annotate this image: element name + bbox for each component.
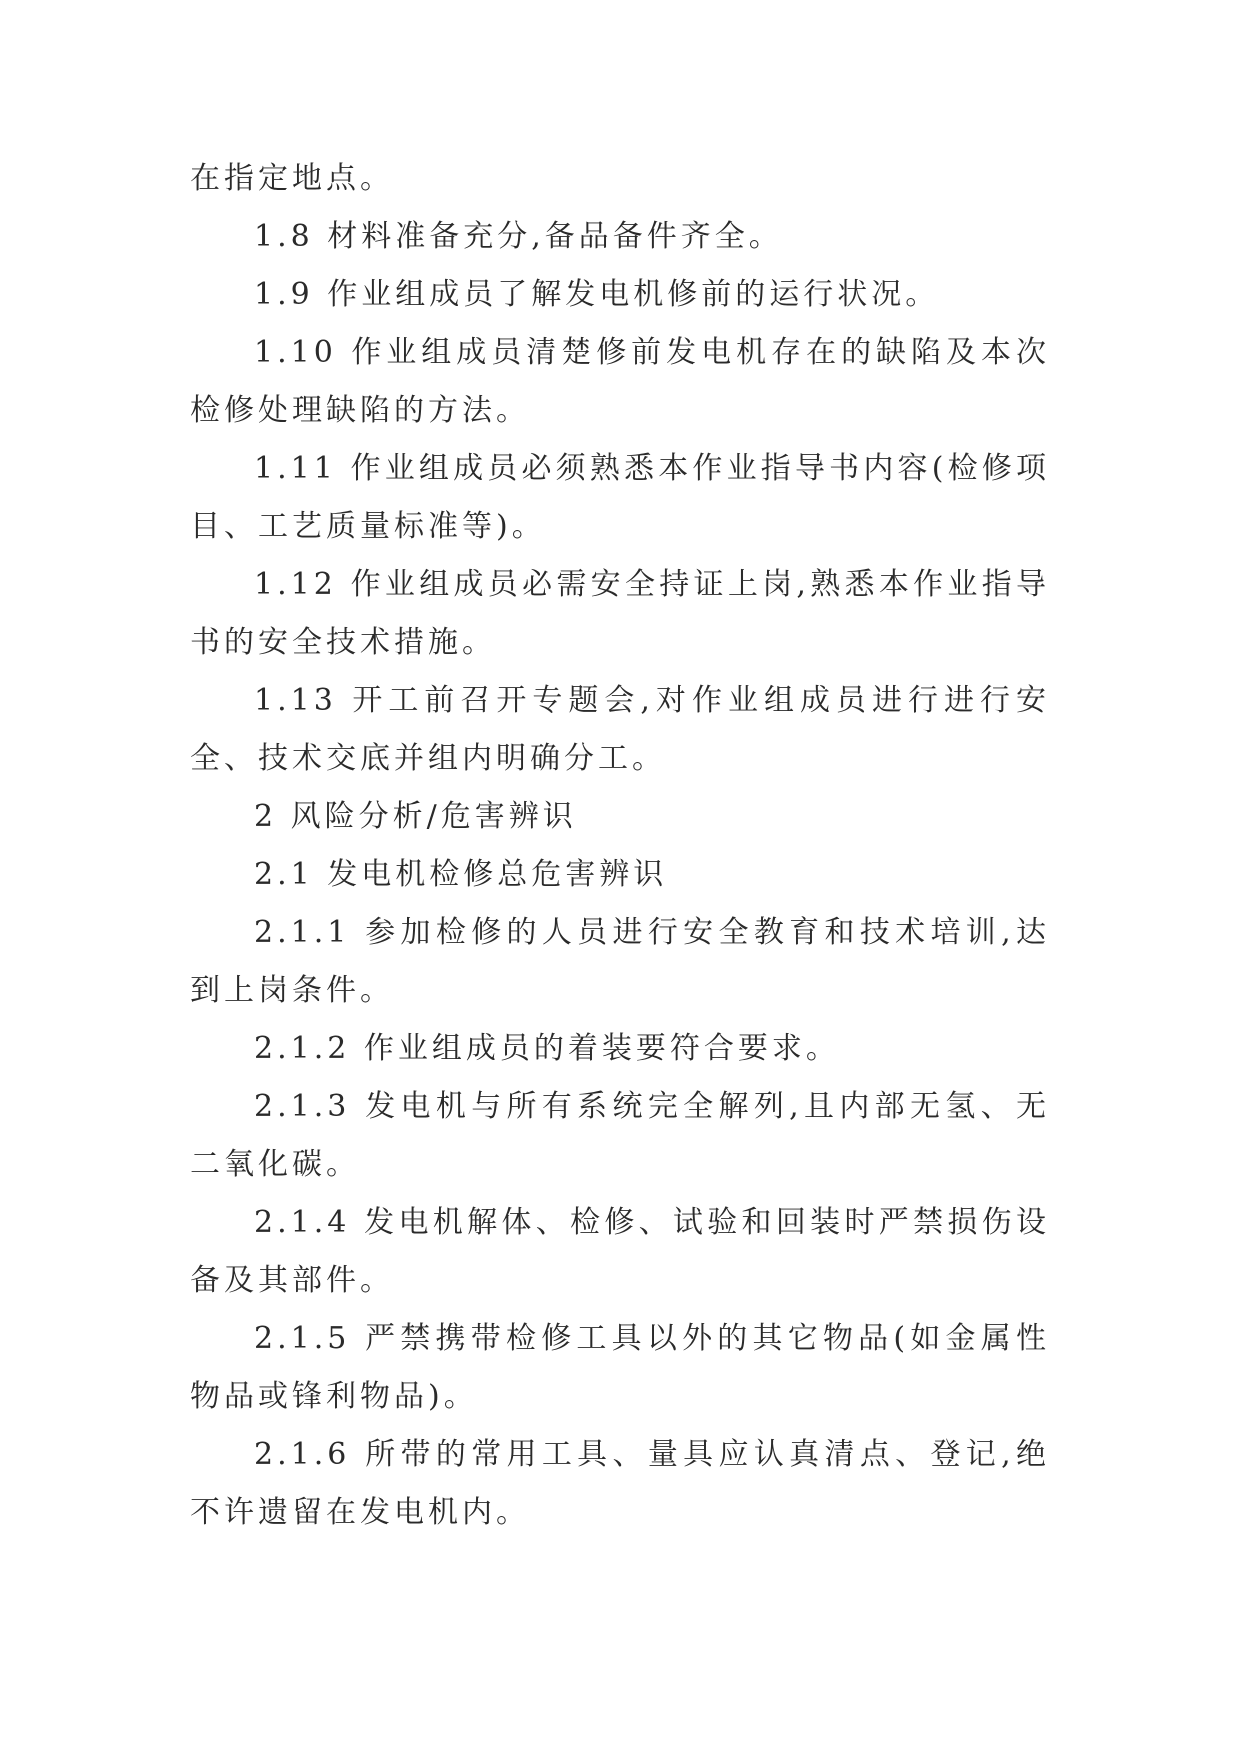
paragraph-continuation: 在指定地点。: [190, 161, 394, 196]
paragraph-1-11: 1.11 作业组成员必须熟悉本作业指导书内容(检修项目、工艺质量标准等)。: [190, 451, 1050, 544]
paragraph-2-1-5: 2.1.5 严禁携带检修工具以外的其它物品(如金属性物品或锋利物品)。: [190, 1321, 1050, 1414]
document-body: [190, 150, 1050, 1542]
paragraph-2-1-3: 2.1.3 发电机与所有系统完全解列,且内部无氢、无二氧化碳。: [190, 1089, 1050, 1182]
paragraph-1-9: 1.9 作业组成员了解发电机修前的运行状况。: [254, 277, 940, 312]
paragraph-1-12: 1.12 作业组成员必需安全持证上岗,熟悉本作业指导书的安全技术措施。: [190, 567, 1050, 660]
paragraph-2-1-4: 2.1.4 发电机解体、检修、试验和回装时严禁损伤设备及其部件。: [190, 1205, 1050, 1298]
subsection-heading-2-1: 2.1 发电机检修总危害辨识: [254, 857, 668, 892]
paragraph-2-1-2: 2.1.2 作业组成员的着装要符合要求。: [254, 1031, 840, 1066]
paragraph-1-13: 1.13 开工前召开专题会,对作业组成员进行进行安全、技术交底并组内明确分工。: [190, 683, 1050, 776]
section-heading-2: 2 风险分析/危害辨识: [254, 799, 577, 834]
paragraph-1-10: 1.10 作业组成员清楚修前发电机存在的缺陷及本次检修处理缺陷的方法。: [190, 335, 1050, 428]
paragraph-1-8: 1.8 材料准备充分,备品备件齐全。: [254, 219, 783, 254]
paragraph-2-1-1: 2.1.1 参加检修的人员进行安全教育和技术培训,达到上岗条件。: [190, 915, 1050, 1008]
paragraph-2-1-6: 2.1.6 所带的常用工具、量具应认真清点、登记,绝不许遗留在发电机内。: [190, 1437, 1050, 1530]
